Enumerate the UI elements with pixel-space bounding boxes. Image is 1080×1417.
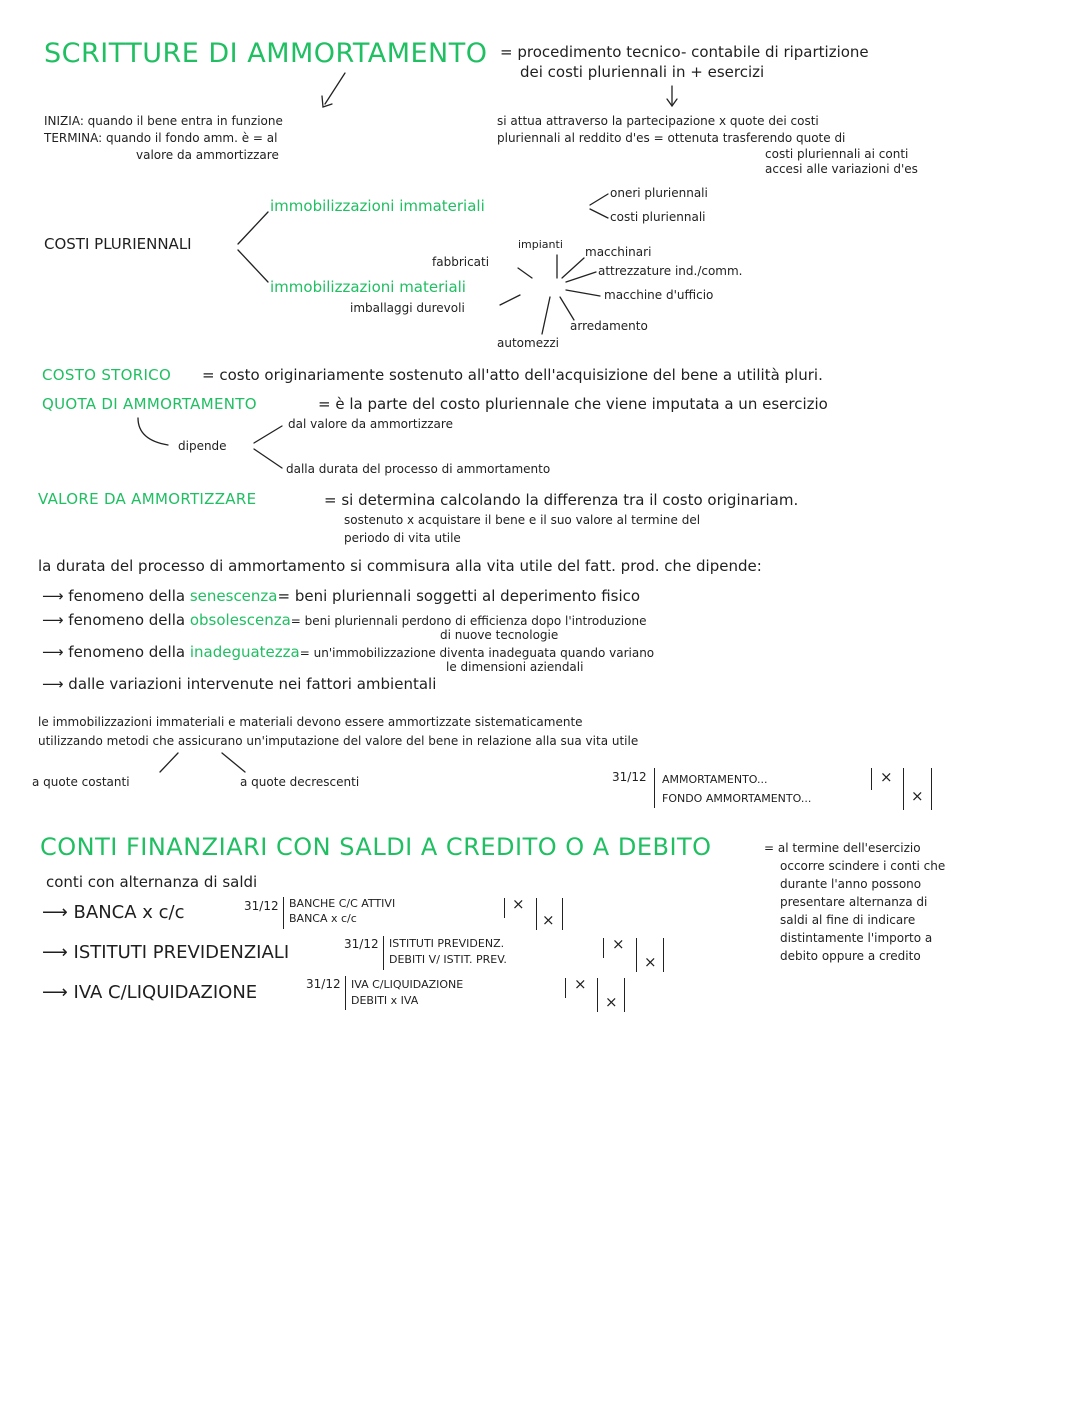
immobilizzazioni-immateriali: immobilizzazioni immateriali: [270, 197, 485, 215]
fenomeno-text-continued: le dimensioni aziendali: [446, 660, 584, 674]
section-title-ammortamento: SCRITTURE DI AMMORTAMENTO: [44, 38, 488, 69]
conti-subtitle: conti con alternanza di saldi: [46, 873, 258, 891]
journal-account-credit: FONDO AMMORTAMENTO...: [662, 792, 812, 805]
arrow-right-icon: ⟶: [42, 942, 68, 963]
imballaggi-item: imballaggi durevoli: [350, 301, 465, 315]
costi-pluriennali-leaf: costi pluriennali: [610, 210, 706, 224]
ammortamento-definition-2: dei costi pluriennali in + esercizi: [520, 63, 765, 81]
conti-desc-7: debito oppure a credito: [780, 949, 921, 963]
automezzi-item: automezzi: [497, 336, 560, 350]
fabbricati-item: fabbricati: [432, 255, 490, 269]
conto-row-label: ⟶ IVA C/LIQUIDAZIONE: [42, 982, 258, 1003]
conto-account-2: BANCA x c/c: [289, 912, 357, 925]
costo-storico-key: COSTO STORICO: [42, 366, 172, 384]
attua-text-4: accesi alle variazioni d'es: [765, 162, 918, 176]
arrow-right-icon: ⟶: [42, 587, 64, 605]
conto-date: 31/12: [344, 937, 379, 951]
fenomeno-key: inadeguatezza: [189, 643, 300, 661]
arrow-right-icon: ⟶: [42, 982, 68, 1003]
conto-account-2: DEBITI x IVA: [351, 994, 419, 1007]
dipende-item-1: dal valore da ammortizzare: [288, 417, 453, 431]
attua-text-1: si attua attraverso la partecipazione x quote dei costi: [497, 114, 819, 128]
inizia-text: INIZIA: quando il bene entra in funzione: [44, 114, 283, 128]
credit-mark: ×: [644, 953, 657, 971]
oneri-pluriennali: oneri pluriennali: [610, 186, 708, 200]
fenomeno-pre: fenomeno della: [68, 643, 186, 661]
fenomeno-pre: fenomeno della: [68, 611, 186, 629]
debit-mark: ×: [512, 895, 525, 913]
conto-row-label: ⟶ ISTITUTI PREVIDENZIALI: [42, 942, 290, 963]
fenomeno-key: obsolescenza: [189, 611, 291, 629]
quote-costanti: a quote costanti: [32, 775, 130, 789]
quote-decrescenti: a quote decrescenti: [240, 775, 360, 789]
conto-account-1: IVA C/LIQUIDAZIONE: [351, 978, 464, 991]
journal-account-debit: AMMORTAMENTO...: [662, 773, 768, 786]
attua-text-2: pluriennali al reddito d'es = ottenuta trasferendo quote di: [497, 131, 846, 145]
journal-date: 31/12: [612, 770, 647, 784]
credit-mark: ×: [605, 993, 618, 1011]
debit-mark: ×: [612, 935, 625, 953]
conto-account-1: ISTITUTI PREVIDENZ.: [389, 937, 505, 950]
valore-def-2: sostenuto x acquistare il bene e il suo valore al termine del: [344, 513, 701, 527]
section-title-conti-finanziari: CONTI FINANZIARI CON SALDI A CREDITO O A DEBITO: [40, 833, 712, 861]
fenomeno-pre: dalle variazioni intervenute nei fattori ambientali: [68, 675, 437, 693]
arrow-right-icon: ⟶: [42, 611, 64, 629]
debit-mark: ×: [574, 975, 587, 993]
conto-date: 31/12: [244, 899, 279, 913]
arrow-right-icon: ⟶: [42, 643, 64, 661]
conto-date: 31/12: [306, 977, 341, 991]
termina-text-1: TERMINA: quando il fondo amm. è = al: [44, 131, 278, 145]
fenomeno-text: = beni pluriennali soggetti al deperimento fisico: [277, 587, 641, 605]
durata-text: la durata del processo di ammortamento si commisura alla vita utile del fatt. prod. che dipende:: [38, 557, 762, 575]
credit-mark: ×: [911, 787, 924, 805]
conti-desc-2: occorre scindere i conti che: [780, 859, 946, 873]
conti-desc-3: durante l'anno possono: [780, 877, 922, 891]
fenomeno-text-continued: di nuove tecnologie: [440, 628, 559, 642]
fenomeno-text: = beni pluriennali perdono di efficienza dopo l'introduzione: [290, 614, 647, 628]
debit-mark: ×: [880, 768, 893, 786]
ammortamento-definition-1: = procedimento tecnico- contabile di ripartizione: [500, 43, 869, 61]
conti-desc-6: distintamente l'importo a: [780, 931, 933, 945]
quota-ammortamento-value: = è la parte del costo pluriennale che viene imputata a un esercizio: [318, 395, 828, 413]
attua-text-3: costi pluriennali ai conti: [765, 147, 909, 161]
conti-desc-1: = al termine dell'esercizio: [764, 841, 921, 855]
arredamento-item: arredamento: [570, 319, 648, 333]
immobilizzazioni-materiali: immobilizzazioni materiali: [270, 278, 466, 296]
costo-storico-value: = costo originariamente sostenuto all'atto dell'acquisizione del bene a utilità pluri.: [202, 366, 823, 384]
fenomeno-text: = un'immobilizzazione diventa inadeguata quando variano: [299, 646, 655, 660]
impianti-item: impianti: [518, 238, 563, 251]
conti-desc-4: presentare alternanza di: [780, 895, 928, 909]
termina-text-2: valore da ammortizzare: [136, 148, 279, 162]
fenomeno-key: senescenza: [189, 587, 278, 605]
credit-mark: ×: [542, 911, 555, 929]
dipende-label: dipende: [178, 439, 227, 453]
macchinari-item: macchinari: [585, 245, 652, 259]
sistematico-line-2: utilizzando metodi che assicurano un'imputazione del valore del bene in relazione alla sua vita utile: [38, 734, 639, 748]
attrezzature-item: attrezzature ind./comm.: [598, 264, 743, 278]
valore-def-3: periodo di vita utile: [344, 531, 461, 545]
costi-pluriennali-root: COSTI PLURIENNALI: [44, 235, 192, 253]
arrow-right-icon: ⟶: [42, 675, 64, 693]
conti-desc-5: saldi al fine di indicare: [780, 913, 916, 927]
quota-ammortamento-key: QUOTA DI AMMORTAMENTO: [42, 395, 257, 413]
dipende-item-2: dalla durata del processo di ammortamento: [286, 462, 551, 476]
valore-def-1: = si determina calcolando la differenza tra il costo originariam.: [324, 491, 799, 509]
conto-row-label: ⟶ BANCA x c/c: [42, 902, 185, 923]
sistematico-line-1: le immobilizzazioni immateriali e materiali devono essere ammortizzate sistematicamente: [38, 715, 583, 729]
arrow-right-icon: ⟶: [42, 902, 68, 923]
conto-account-2: DEBITI V/ ISTIT. PREV.: [389, 953, 507, 966]
fenomeno-pre: fenomeno della: [68, 587, 186, 605]
valore-da-ammortizzare-key: VALORE DA AMMORTIZZARE: [38, 490, 257, 508]
macchine-ufficio-item: macchine d'ufficio: [604, 288, 714, 302]
conto-account-1: BANCHE C/C ATTIVI: [289, 897, 396, 910]
